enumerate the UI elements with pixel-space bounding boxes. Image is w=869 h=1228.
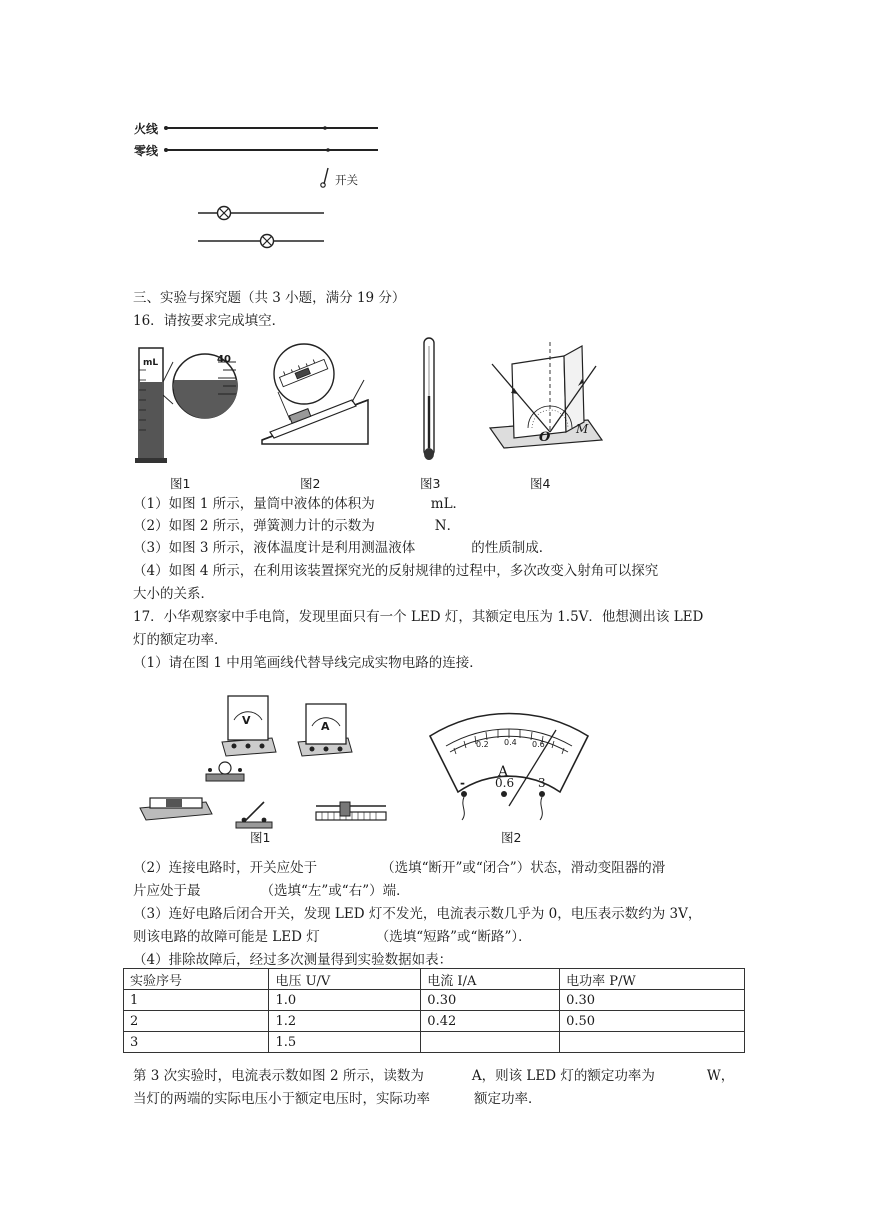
q16-figure-1 xyxy=(133,340,243,490)
q17-part-3-continued xyxy=(133,927,532,947)
q17-figure-1-caption: 图1 xyxy=(250,830,271,845)
q16-part-3 xyxy=(133,538,552,558)
q17-conclusion-continued xyxy=(133,1089,542,1109)
q16-figure-4 xyxy=(484,336,614,456)
q17-title: 17．小华观察家中手电筒，发现里面只有一个 LED 灯，其额定电压为 1.5V．他想测出该 LED xyxy=(133,609,704,625)
experiment-data-table xyxy=(123,968,745,1053)
q17-conclusion-text-c: W， xyxy=(706,1068,735,1084)
neutral-wire-label: 零线 xyxy=(134,144,159,158)
q17-part-2 xyxy=(133,858,665,878)
table-cell: 1.2 xyxy=(269,1011,421,1032)
live-wire-label: 火线 xyxy=(134,122,159,136)
ammeter-scale-label: 0.6 xyxy=(532,740,545,749)
table-row xyxy=(124,1011,745,1032)
circuit-lines xyxy=(120,110,400,260)
q16-figure-3-caption: 图3 xyxy=(420,476,441,491)
table-cell: 1 xyxy=(124,990,269,1011)
q17-part-3: （3）连好电路后闭合开关，发现 LED 灯不发光，电流表示数几乎为 0，电压表示数约为 3V， xyxy=(133,906,702,922)
table-cell: 3 xyxy=(124,1032,269,1053)
ammeter-dial-illustration xyxy=(424,696,594,826)
table-row xyxy=(124,990,745,1011)
q16-figure-3 xyxy=(418,336,442,466)
table-cell: 0.42 xyxy=(421,1011,560,1032)
q17-part-2-text-d: （选填“左”或“右”）端． xyxy=(260,883,410,899)
q16-part-4: （4）如图 4 所示，在利用该装置探究光的反射规律的过程中，多次改变入射角可以探究 xyxy=(133,563,659,579)
q16-part-2-text-b: N． xyxy=(434,518,461,534)
q16-part-1-text-a: （1）如图 1 所示，量筒中液体的体积为 xyxy=(133,496,375,512)
ammeter-scale-label: 0.4 xyxy=(504,738,517,747)
q17-figure-1 xyxy=(136,690,426,830)
table-header-cell: 电流 I/A xyxy=(421,969,560,990)
q16-part-1 xyxy=(133,494,466,514)
q16-part-3-text-b: 的性质制成． xyxy=(471,540,553,556)
q16-figure-2 xyxy=(260,340,380,450)
table-header-cell: 实验序号 xyxy=(124,969,269,990)
q17-part-2-text-a: （2）连接电路时，开关应处于 xyxy=(133,860,318,876)
q17-conclusion-text-d: 当灯的两端的实际电压小于额定电压时，实际功率 xyxy=(133,1091,430,1107)
q17-part-4: （4）排除故障后，经过多次测量得到实验数据如表： xyxy=(133,952,453,968)
table-cell xyxy=(421,1032,560,1053)
circuit-components-illustration xyxy=(136,690,426,830)
q17-figure-2-caption: 图2 xyxy=(501,830,522,845)
q17-part-2-text-c: 片应处于最 xyxy=(133,883,201,899)
q16-figure-2-caption: 图2 xyxy=(300,476,321,491)
q16-figure-4-caption: 图4 xyxy=(530,476,551,491)
ammeter-negative-terminal: - xyxy=(460,776,465,790)
ammeter-scale-label: 0.2 xyxy=(476,740,489,749)
q17-conclusion-text-a: 第 3 次实验时，电流表示数如图 2 所示，读数为 xyxy=(133,1068,424,1084)
spring-scale-incline-illustration xyxy=(260,340,380,450)
household-circuit-diagram xyxy=(120,110,400,260)
table-header-cell: 电压 U/V xyxy=(269,969,421,990)
q17-part-1: （1）请在图 1 中用笔画线代替导线完成实物电路的连接． xyxy=(133,655,483,671)
table-header-cell: 电功率 P/W xyxy=(560,969,745,990)
ammeter-terminal-0-6: 0.6 xyxy=(495,776,515,790)
ammeter-symbol: A xyxy=(321,720,330,733)
q17-part-3-text-b: 则该电路的故障可能是 LED 灯 xyxy=(133,929,320,945)
fig4-point-m: M xyxy=(576,422,589,436)
q17-conclusion-text-b: A，则该 LED 灯的额定功率为 xyxy=(471,1068,655,1084)
q17-part-3-text-c: （选填“短路”或“断路”）． xyxy=(375,929,532,945)
q16-part-2-text-a: （2）如图 2 所示，弹簧测力计的示数为 xyxy=(133,518,375,534)
ammeter-letter: A xyxy=(498,764,509,780)
ammeter-terminal-3: 3 xyxy=(538,776,546,790)
fig4-point-o: O xyxy=(539,430,551,445)
table-cell: 1.5 xyxy=(269,1032,421,1053)
table-cell: 2 xyxy=(124,1011,269,1032)
table-cell: 0.30 xyxy=(421,990,560,1011)
table-header-row xyxy=(124,969,745,990)
section-heading: 三、实验与探究题（共 3 小题，满分 19 分） xyxy=(133,290,406,306)
q16-part-3-text-a: （3）如图 3 所示，液体温度计是利用测温液体 xyxy=(133,540,416,556)
q16-title: 16．请按要求完成填空． xyxy=(133,313,286,329)
table-cell xyxy=(560,1032,745,1053)
thermometer-illustration xyxy=(418,336,442,466)
q16-figure-1-caption: 图1 xyxy=(170,476,191,491)
cylinder-scale-mark: 40 xyxy=(217,354,231,365)
q17-conclusion xyxy=(133,1066,734,1086)
voltmeter-symbol: V xyxy=(242,714,251,727)
q17-title-continued: 灯的额定功率． xyxy=(133,632,228,648)
cylinder-unit-label: mL xyxy=(143,358,159,368)
q17-figure-2 xyxy=(424,696,594,826)
table-cell: 0.30 xyxy=(560,990,745,1011)
q16-part-4-continued: 大小的关系． xyxy=(133,586,214,602)
q17-part-2-continued xyxy=(133,881,410,901)
q16-part-2 xyxy=(133,516,460,536)
q17-part-2-text-b: （选填“断开”或“闭合”）状态，滑动变阻器的滑 xyxy=(381,860,666,876)
q16-part-1-text-b: mL． xyxy=(430,496,467,512)
q17-conclusion-text-e: 额定功率． xyxy=(474,1091,542,1107)
switch-label: 开关 xyxy=(335,173,358,187)
table-cell: 0.50 xyxy=(560,1011,745,1032)
table-cell: 1.0 xyxy=(269,990,421,1011)
table-row xyxy=(124,1032,745,1053)
